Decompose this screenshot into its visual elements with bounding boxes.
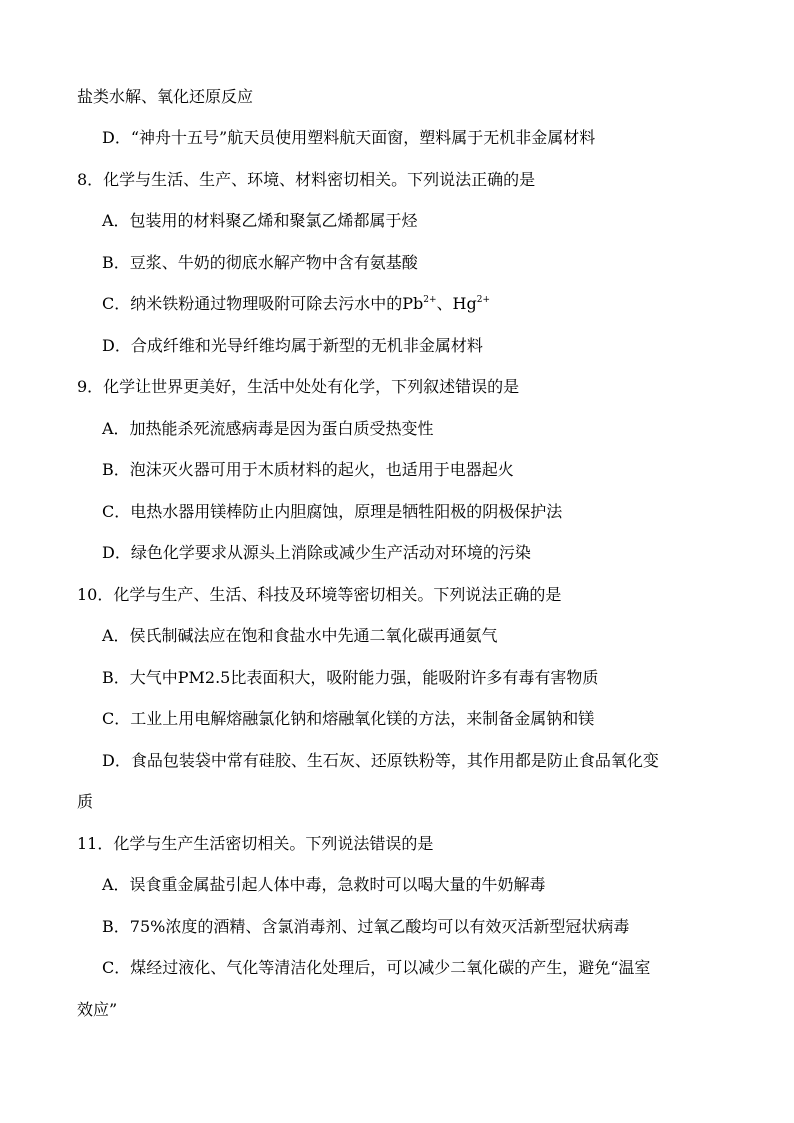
continuation-line: 盐类水解、氧化还原反应 [77,87,254,106]
q10-option-b: B．大气中PM2.5比表面积大，吸附能力强，能吸附许多有毒有害物质 [102,668,599,687]
q9-option-a: A．加热能杀死流感病毒是因为蛋白质受热变性 [102,419,434,438]
q11-option-c-line1: C．煤经过液化、气化等清洁化处理后，可以减少二氧化碳的产生，避免“温室 [102,958,651,977]
q8-option-a: A．包装用的材料聚乙烯和聚氯乙烯都属于烃 [102,211,418,230]
q9-option-b: B．泡沫灭火器可用于木质材料的起火，也适用于电器起火 [102,460,514,479]
q7-option-d: D．“神舟十五号”航天员使用塑料航天面窗，塑料属于无机非金属材料 [102,128,596,147]
q11-option-a: A．误食重金属盐引起人体中毒，急救时可以喝大量的牛奶解毒 [102,875,546,894]
q8-option-c [102,294,490,314]
q8-stem: 8．化学与生活、生产、环境、材料密切相关。下列说法正确的是 [77,170,536,189]
q8-option-b: B．豆浆、牛奶的彻底水解产物中含有氨基酸 [102,253,418,272]
q8c-text-prefix: C．纳米铁粉通过物理吸附可除去污水中的Pb [102,294,424,313]
q10-option-d-line1: D．食品包装袋中常有硅胶、生石灰、还原铁粉等，其作用都是防止食品氧化变 [102,751,659,770]
q10-option-c: C．工业上用电解熔融氯化钠和熔融氧化镁的方法，来制备金属钠和镁 [102,709,595,728]
q11-option-b: B．75%浓度的酒精、含氯消毒剂、过氧乙酸均可以有效灭活新型冠状病毒 [102,917,630,936]
q10-option-d-line2: 质 [77,792,94,811]
q8c-superscript-hg: 2+ [476,295,491,305]
q9-option-c: C．电热水器用镁棒防止内胆腐蚀，原理是牺牲阳极的阴极保护法 [102,502,563,521]
q8-option-d: D．合成纤维和光导纤维均属于新型的无机非金属材料 [102,336,483,355]
q9-option-d: D．绿色化学要求从源头上消除或减少生产活动对环境的污染 [102,543,531,562]
q8c-text-mid: 、Hg [436,294,477,313]
q11-option-c-line2: 效应” [77,1000,118,1019]
q10-option-a: A．侯氏制碱法应在饱和食盐水中先通二氧化碳再通氨气 [102,626,498,645]
q11-stem: 11．化学与生产生活密切相关。下列说法错误的是 [77,834,434,853]
q10-stem: 10．化学与生产、生活、科技及环境等密切相关。下列说法正确的是 [77,585,562,604]
q8c-superscript-pb: 2+ [423,295,437,305]
q9-stem: 9．化学让世界更美好，生活中处处有化学，下列叙述错误的是 [77,377,520,396]
